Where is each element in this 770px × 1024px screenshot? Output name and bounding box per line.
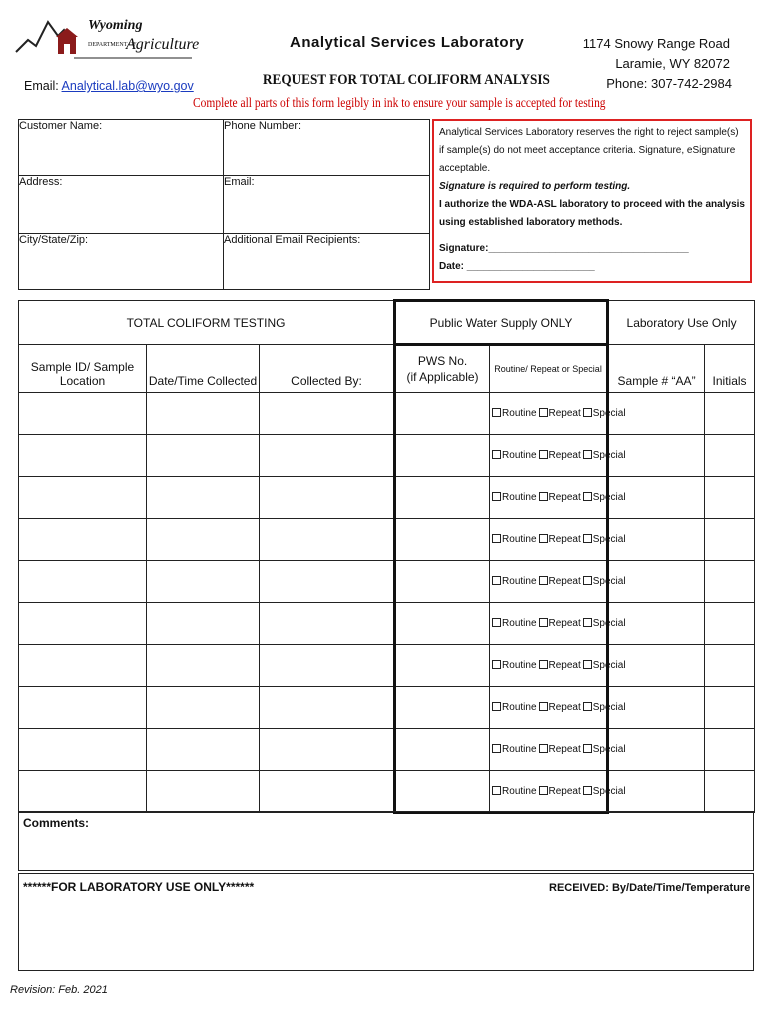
additional-email-field[interactable] <box>224 234 430 290</box>
routine-label: Routine <box>502 702 537 713</box>
checkbox-special[interactable] <box>583 450 592 459</box>
sample-row <box>19 687 755 729</box>
repeat-label: Repeat <box>548 492 581 503</box>
checkbox-routine[interactable] <box>492 702 501 711</box>
form-title: REQUEST FOR TOTAL COLIFORM ANALYSIS <box>263 72 550 88</box>
logo-department: DEPARTMENT OF <box>88 42 137 48</box>
initials-cell[interactable] <box>705 603 755 645</box>
initials-cell[interactable] <box>705 771 755 813</box>
address-field[interactable] <box>19 176 224 234</box>
checkbox-routine[interactable] <box>492 618 501 627</box>
routine-type-cell <box>490 729 626 771</box>
col-collected-by-label: Collected By: <box>291 374 362 388</box>
notice-text: Analytical Services Laboratory reserves the right to reject sample(s) if sample(s) do not meet acceptance criteria. Signature, eSignature acceptable. <box>439 127 739 174</box>
pws-no-cell[interactable] <box>395 561 490 603</box>
special-label: Special <box>592 576 626 587</box>
checkbox-special[interactable] <box>583 618 592 627</box>
revision-date: Revision: Feb. 2021 <box>10 984 108 996</box>
col-pws-applicable-label: (if Applicable) <box>406 370 479 384</box>
initials-cell[interactable] <box>705 393 755 435</box>
lab-address-line1: 1174 Snowy Range Road <box>582 36 730 51</box>
special-label: Special <box>592 660 626 671</box>
additional-email-label: Additional Email Recipients: <box>224 234 361 246</box>
lab-use-label: Laboratory Use Only <box>626 315 737 330</box>
initials-cell[interactable] <box>705 519 755 561</box>
collected-by-cell[interactable] <box>260 477 395 519</box>
comments-label: Comments: <box>23 816 90 830</box>
col-collected-by <box>260 345 395 393</box>
initials-cell[interactable] <box>705 729 755 771</box>
email-row <box>24 79 194 93</box>
initials-cell[interactable] <box>705 435 755 477</box>
lab-use-only-label: ******FOR LABORATORY USE ONLY****** <box>23 880 255 894</box>
repeat-label: Repeat <box>548 450 581 461</box>
routine-type-cell <box>490 519 626 561</box>
phone-number-label: Phone Number: <box>224 120 302 132</box>
repeat-label: Repeat <box>548 408 581 419</box>
pws-no-cell[interactable] <box>395 477 490 519</box>
date-time-cell[interactable] <box>147 771 260 813</box>
date-time-cell[interactable] <box>147 561 260 603</box>
routine-type-cell <box>490 561 626 603</box>
lab-name: Analytical Services Laboratory <box>290 34 525 51</box>
repeat-label: Repeat <box>548 785 581 797</box>
sample-row <box>19 477 755 519</box>
checkbox-routine[interactable] <box>492 786 501 795</box>
instruction: Complete all parts of this form legibly in ink to ensure your sample is accepted for testing <box>193 96 606 111</box>
sample-row <box>19 603 755 645</box>
special-label: Special <box>592 744 626 755</box>
routine-label: Routine <box>502 492 537 503</box>
email-label: Email: <box>24 79 59 93</box>
pws-no-cell[interactable] <box>395 771 490 813</box>
lab-use-box <box>18 873 754 971</box>
checkbox-repeat[interactable] <box>539 534 548 543</box>
checkbox-routine[interactable] <box>492 408 501 417</box>
routine-label: Routine <box>502 576 537 587</box>
coliform-testing-table <box>18 299 755 814</box>
checkbox-routine[interactable] <box>492 492 501 501</box>
checkbox-repeat[interactable] <box>539 702 548 711</box>
checkbox-special[interactable] <box>583 744 592 753</box>
checkbox-special[interactable] <box>583 492 592 501</box>
customer-name-field[interactable] <box>19 120 224 176</box>
sample-id-cell[interactable] <box>19 603 147 645</box>
special-label: Special <box>592 534 626 545</box>
date-time-cell[interactable] <box>147 393 260 435</box>
routine-type-cell <box>490 645 626 687</box>
sample-id-cell[interactable] <box>19 771 147 813</box>
collected-by-cell[interactable] <box>260 435 395 477</box>
col-date-time <box>147 345 260 393</box>
logo-wyoming: Wyoming <box>88 18 143 33</box>
initials-cell[interactable] <box>705 477 755 519</box>
routine-label: Routine <box>502 785 537 797</box>
total-coliform-label: TOTAL COLIFORM TESTING <box>126 315 286 330</box>
date-line[interactable]: Date: _______________________ <box>439 261 595 272</box>
initials-cell[interactable] <box>705 645 755 687</box>
checkbox-repeat[interactable] <box>539 618 548 627</box>
routine-type-cell <box>490 477 626 519</box>
special-label: Special <box>592 785 626 797</box>
comments-box[interactable] <box>18 811 754 871</box>
date-time-cell[interactable] <box>147 729 260 771</box>
pws-no-cell[interactable] <box>395 519 490 561</box>
sample-id-cell[interactable] <box>19 645 147 687</box>
checkbox-special[interactable] <box>583 660 592 669</box>
sample-id-cell[interactable] <box>19 561 147 603</box>
routine-label: Routine <box>502 534 537 545</box>
checkbox-routine[interactable] <box>492 534 501 543</box>
col-sample-id <box>19 345 147 393</box>
checkbox-routine[interactable] <box>492 660 501 669</box>
collected-by-cell[interactable] <box>260 561 395 603</box>
routine-label: Routine <box>502 660 537 671</box>
checkbox-repeat[interactable] <box>539 576 548 585</box>
notice-signature-required: Signature is required to perform testing. <box>439 181 631 192</box>
routine-type-cell <box>490 435 626 477</box>
repeat-label: Repeat <box>548 534 581 545</box>
routine-type-cell <box>490 771 626 813</box>
pws-no-cell[interactable] <box>395 645 490 687</box>
col-pws-no <box>395 345 490 393</box>
sample-row <box>19 771 755 813</box>
date-time-cell[interactable] <box>147 603 260 645</box>
checkbox-special[interactable] <box>583 786 592 795</box>
collected-by-cell[interactable] <box>260 393 395 435</box>
city-state-zip-label: City/State/Zip: <box>19 234 89 246</box>
repeat-label: Repeat <box>548 744 581 755</box>
sample-id-cell[interactable] <box>19 435 147 477</box>
sample-id-cell[interactable] <box>19 687 147 729</box>
initials-cell[interactable] <box>705 561 755 603</box>
routine-type-cell <box>490 687 626 729</box>
logo-agriculture: Agriculture <box>126 36 200 53</box>
special-label: Special <box>592 408 626 419</box>
sample-id-cell[interactable] <box>19 729 147 771</box>
routine-label: Routine <box>502 450 537 461</box>
checkbox-special[interactable] <box>583 576 592 585</box>
col-sample-id-label: Sample ID/ Sample Location <box>30 360 135 388</box>
sample-row <box>19 435 755 477</box>
total-coliform-header <box>19 301 395 345</box>
signature-line[interactable]: Signature:____________________________________ <box>439 243 689 254</box>
sample-id-cell[interactable] <box>19 393 147 435</box>
checkbox-routine[interactable] <box>492 576 501 585</box>
pws-no-cell[interactable] <box>395 435 490 477</box>
special-label: Special <box>592 702 626 713</box>
initials-cell[interactable] <box>705 687 755 729</box>
city-state-zip-field[interactable] <box>19 234 224 290</box>
lab-address-line2: Laramie, WY 82072 <box>615 56 730 71</box>
routine-type-cell <box>490 603 626 645</box>
checkbox-special[interactable] <box>583 534 592 543</box>
sample-row <box>19 393 755 435</box>
sample-row <box>19 729 755 771</box>
public-water-label: Public Water Supply ONLY <box>429 315 573 330</box>
date-time-cell[interactable] <box>147 477 260 519</box>
collected-by-cell[interactable] <box>260 771 395 813</box>
collected-by-cell[interactable] <box>260 687 395 729</box>
sample-row <box>19 645 755 687</box>
routine-label: Routine <box>502 408 537 419</box>
routine-label: Routine <box>502 618 537 629</box>
checkbox-repeat[interactable] <box>539 660 548 669</box>
date-time-cell[interactable] <box>147 519 260 561</box>
checkbox-repeat[interactable] <box>539 450 548 459</box>
public-water-header <box>395 301 608 345</box>
collected-by-cell[interactable] <box>260 603 395 645</box>
special-label: Special <box>592 492 626 503</box>
col-sample-number <box>608 345 705 393</box>
customer-name-label: Customer Name: <box>19 120 103 132</box>
repeat-label: Repeat <box>548 618 581 629</box>
col-routine <box>490 345 608 393</box>
authorization-box <box>432 119 752 283</box>
collected-by-cell[interactable] <box>260 729 395 771</box>
checkbox-repeat[interactable] <box>539 744 548 753</box>
address-label: Address: <box>19 176 63 188</box>
email-link[interactable]: Analytical.lab@wyo.gov <box>61 79 194 93</box>
col-initials <box>705 345 755 393</box>
date-time-cell[interactable] <box>147 435 260 477</box>
col-sample-number-label: Sample # “AA” <box>617 374 696 388</box>
repeat-label: Repeat <box>548 660 581 671</box>
lab-phone: Phone: 307-742-2984 <box>606 76 732 91</box>
collected-by-cell[interactable] <box>260 645 395 687</box>
notice-authorize: I authorize the WDA-ASL laboratory to proceed with the analysis using established laboratory methods. <box>439 199 745 228</box>
email-field[interactable] <box>224 176 430 234</box>
repeat-label: Repeat <box>548 576 581 587</box>
pws-no-cell[interactable] <box>395 393 490 435</box>
email-field-label: Email: <box>224 176 255 188</box>
checkbox-special[interactable] <box>583 702 592 711</box>
special-label: Special <box>592 450 626 461</box>
wda-logo <box>14 14 200 70</box>
repeat-label: Repeat <box>548 702 581 713</box>
sample-id-cell[interactable] <box>19 519 147 561</box>
checkbox-special[interactable] <box>583 408 592 417</box>
lab-use-header <box>608 301 755 345</box>
sample-row <box>19 519 755 561</box>
date-time-cell[interactable] <box>147 687 260 729</box>
checkbox-repeat[interactable] <box>539 408 548 417</box>
sample-id-cell[interactable] <box>19 477 147 519</box>
routine-type-cell <box>490 393 626 435</box>
phone-number-field[interactable] <box>224 120 430 176</box>
col-initials-label: Initials <box>712 374 747 388</box>
col-pws-no-label: PWS No. <box>417 354 468 368</box>
date-time-cell[interactable] <box>147 645 260 687</box>
pws-no-cell[interactable] <box>395 729 490 771</box>
pws-no-cell[interactable] <box>395 687 490 729</box>
checkbox-routine[interactable] <box>492 450 501 459</box>
special-label: Special <box>592 618 626 629</box>
checkbox-routine[interactable] <box>492 744 501 753</box>
sample-row <box>19 561 755 603</box>
checkbox-repeat[interactable] <box>539 492 548 501</box>
pws-no-cell[interactable] <box>395 603 490 645</box>
checkbox-repeat[interactable] <box>539 786 548 795</box>
received-label: RECEIVED: By/Date/Time/Temperature <box>549 882 751 894</box>
routine-label: Routine <box>502 744 537 755</box>
customer-info-table <box>18 119 430 290</box>
col-date-time-label: Date/Time Collected <box>148 374 258 388</box>
col-routine-label: Routine/ Repeat or Special <box>494 364 602 374</box>
collected-by-cell[interactable] <box>260 519 395 561</box>
